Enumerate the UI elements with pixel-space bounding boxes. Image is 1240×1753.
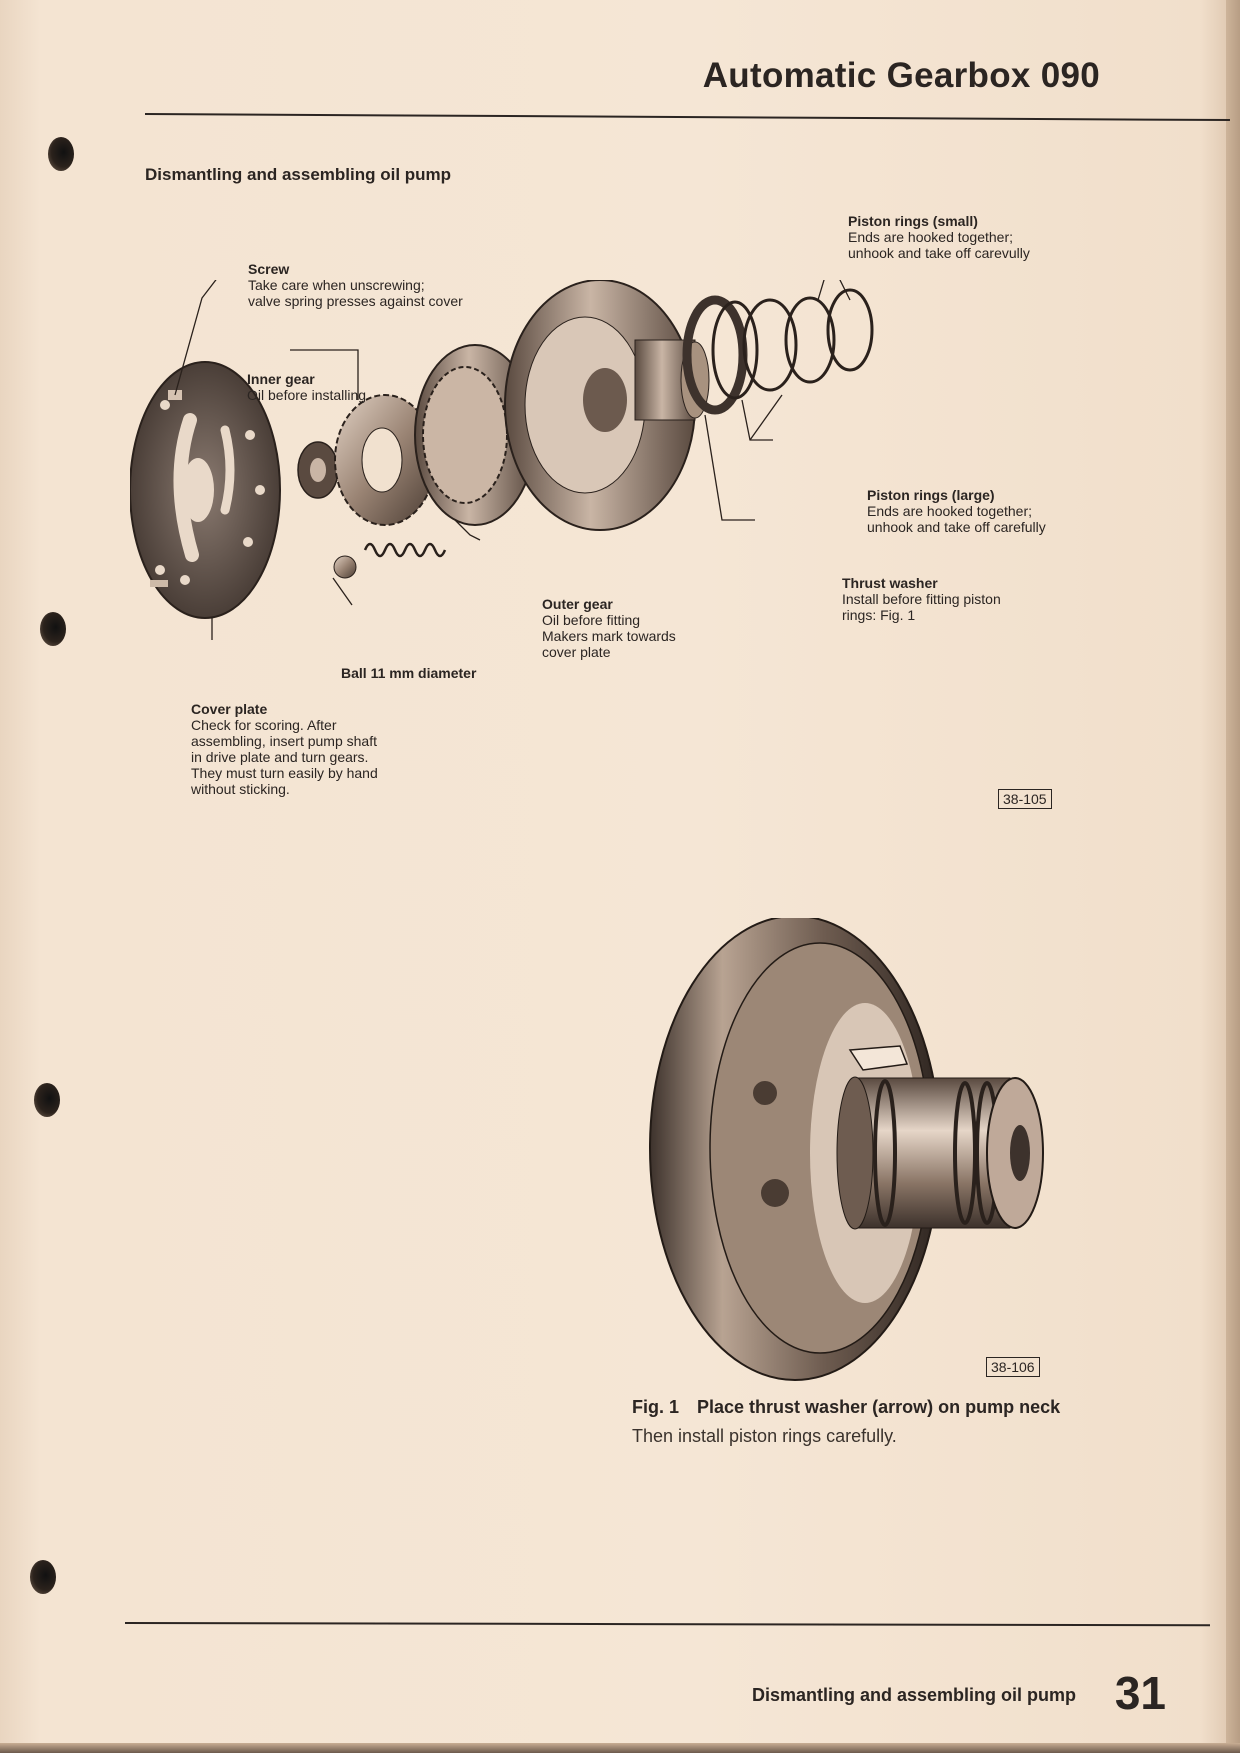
label-cover-plate-desc: Check for scoring. After assembling, insert pump shaft in drive plate and turn gears. They must turn easily by hand without sticking. bbox=[191, 717, 378, 797]
pump-housing-part bbox=[505, 280, 709, 530]
label-inner-gear-desc: Oil before installing bbox=[247, 387, 367, 403]
figure-caption-number: Fig. 1 bbox=[632, 1397, 680, 1417]
page-number: 31 bbox=[1114, 1667, 1166, 1719]
label-piston-rings-large-title: Piston rings (large) bbox=[867, 487, 995, 503]
footer-title: Dismantling and assembling oil pump bbox=[751, 1685, 1076, 1705]
page-edge bbox=[1226, 0, 1240, 1753]
label-thrust-washer-desc: Install before fitting piston rings: Fig. 1 bbox=[842, 591, 1001, 623]
label-outer-gear-desc: Oil before fitting Makers mark towards cover plate bbox=[542, 612, 676, 660]
header-title: Automatic Gearbox 090 bbox=[702, 56, 1100, 95]
label-screw bbox=[248, 261, 463, 309]
diagram-code: 38-105 bbox=[998, 789, 1052, 809]
ball-part bbox=[334, 556, 356, 578]
label-screw-desc: Take care when unscrewing; valve spring presses against cover bbox=[248, 277, 463, 309]
section-title: Dismantling and assembling oil pump bbox=[145, 165, 452, 184]
label-piston-rings-small bbox=[848, 213, 1030, 261]
label-outer-gear bbox=[542, 596, 676, 660]
piston-rings-small-part bbox=[786, 290, 872, 382]
label-thrust-washer-title: Thrust washer bbox=[842, 575, 938, 591]
piston-rings-large-part bbox=[713, 300, 796, 398]
punch-hole bbox=[34, 1083, 60, 1117]
label-inner-gear-title: Inner gear bbox=[247, 371, 315, 387]
label-screw-title: Screw bbox=[248, 261, 290, 277]
drive-plate-part bbox=[298, 442, 338, 498]
label-ball bbox=[341, 665, 476, 681]
label-thrust-washer bbox=[842, 575, 1001, 623]
label-piston-rings-small-title: Piston rings (small) bbox=[848, 213, 978, 229]
label-cover-plate-title: Cover plate bbox=[191, 701, 268, 717]
page-bottom-edge bbox=[0, 1743, 1240, 1753]
pump-neck-photo bbox=[645, 918, 1075, 1388]
figure-subtext: Then install piston rings carefully. bbox=[632, 1426, 897, 1446]
figure-code: 38-106 bbox=[986, 1357, 1040, 1377]
label-piston-rings-large bbox=[867, 487, 1046, 535]
label-piston-rings-small-desc: Ends are hooked together; unhook and take off carevully bbox=[848, 229, 1030, 261]
punch-hole bbox=[30, 1560, 56, 1594]
label-cover-plate bbox=[191, 701, 378, 797]
label-inner-gear bbox=[247, 371, 366, 403]
figure-caption-text: Place thrust washer (arrow) on pump neck bbox=[697, 1397, 1061, 1417]
label-ball-title: Ball 11 mm diameter bbox=[341, 665, 477, 681]
figure-caption bbox=[632, 1397, 1060, 1418]
label-piston-rings-large-desc: Ends are hooked together; unhook and take off carefully bbox=[867, 503, 1046, 535]
label-outer-gear-title: Outer gear bbox=[542, 596, 613, 612]
punch-hole bbox=[40, 612, 66, 646]
punch-hole bbox=[48, 137, 74, 171]
valve-spring-part bbox=[365, 544, 445, 556]
